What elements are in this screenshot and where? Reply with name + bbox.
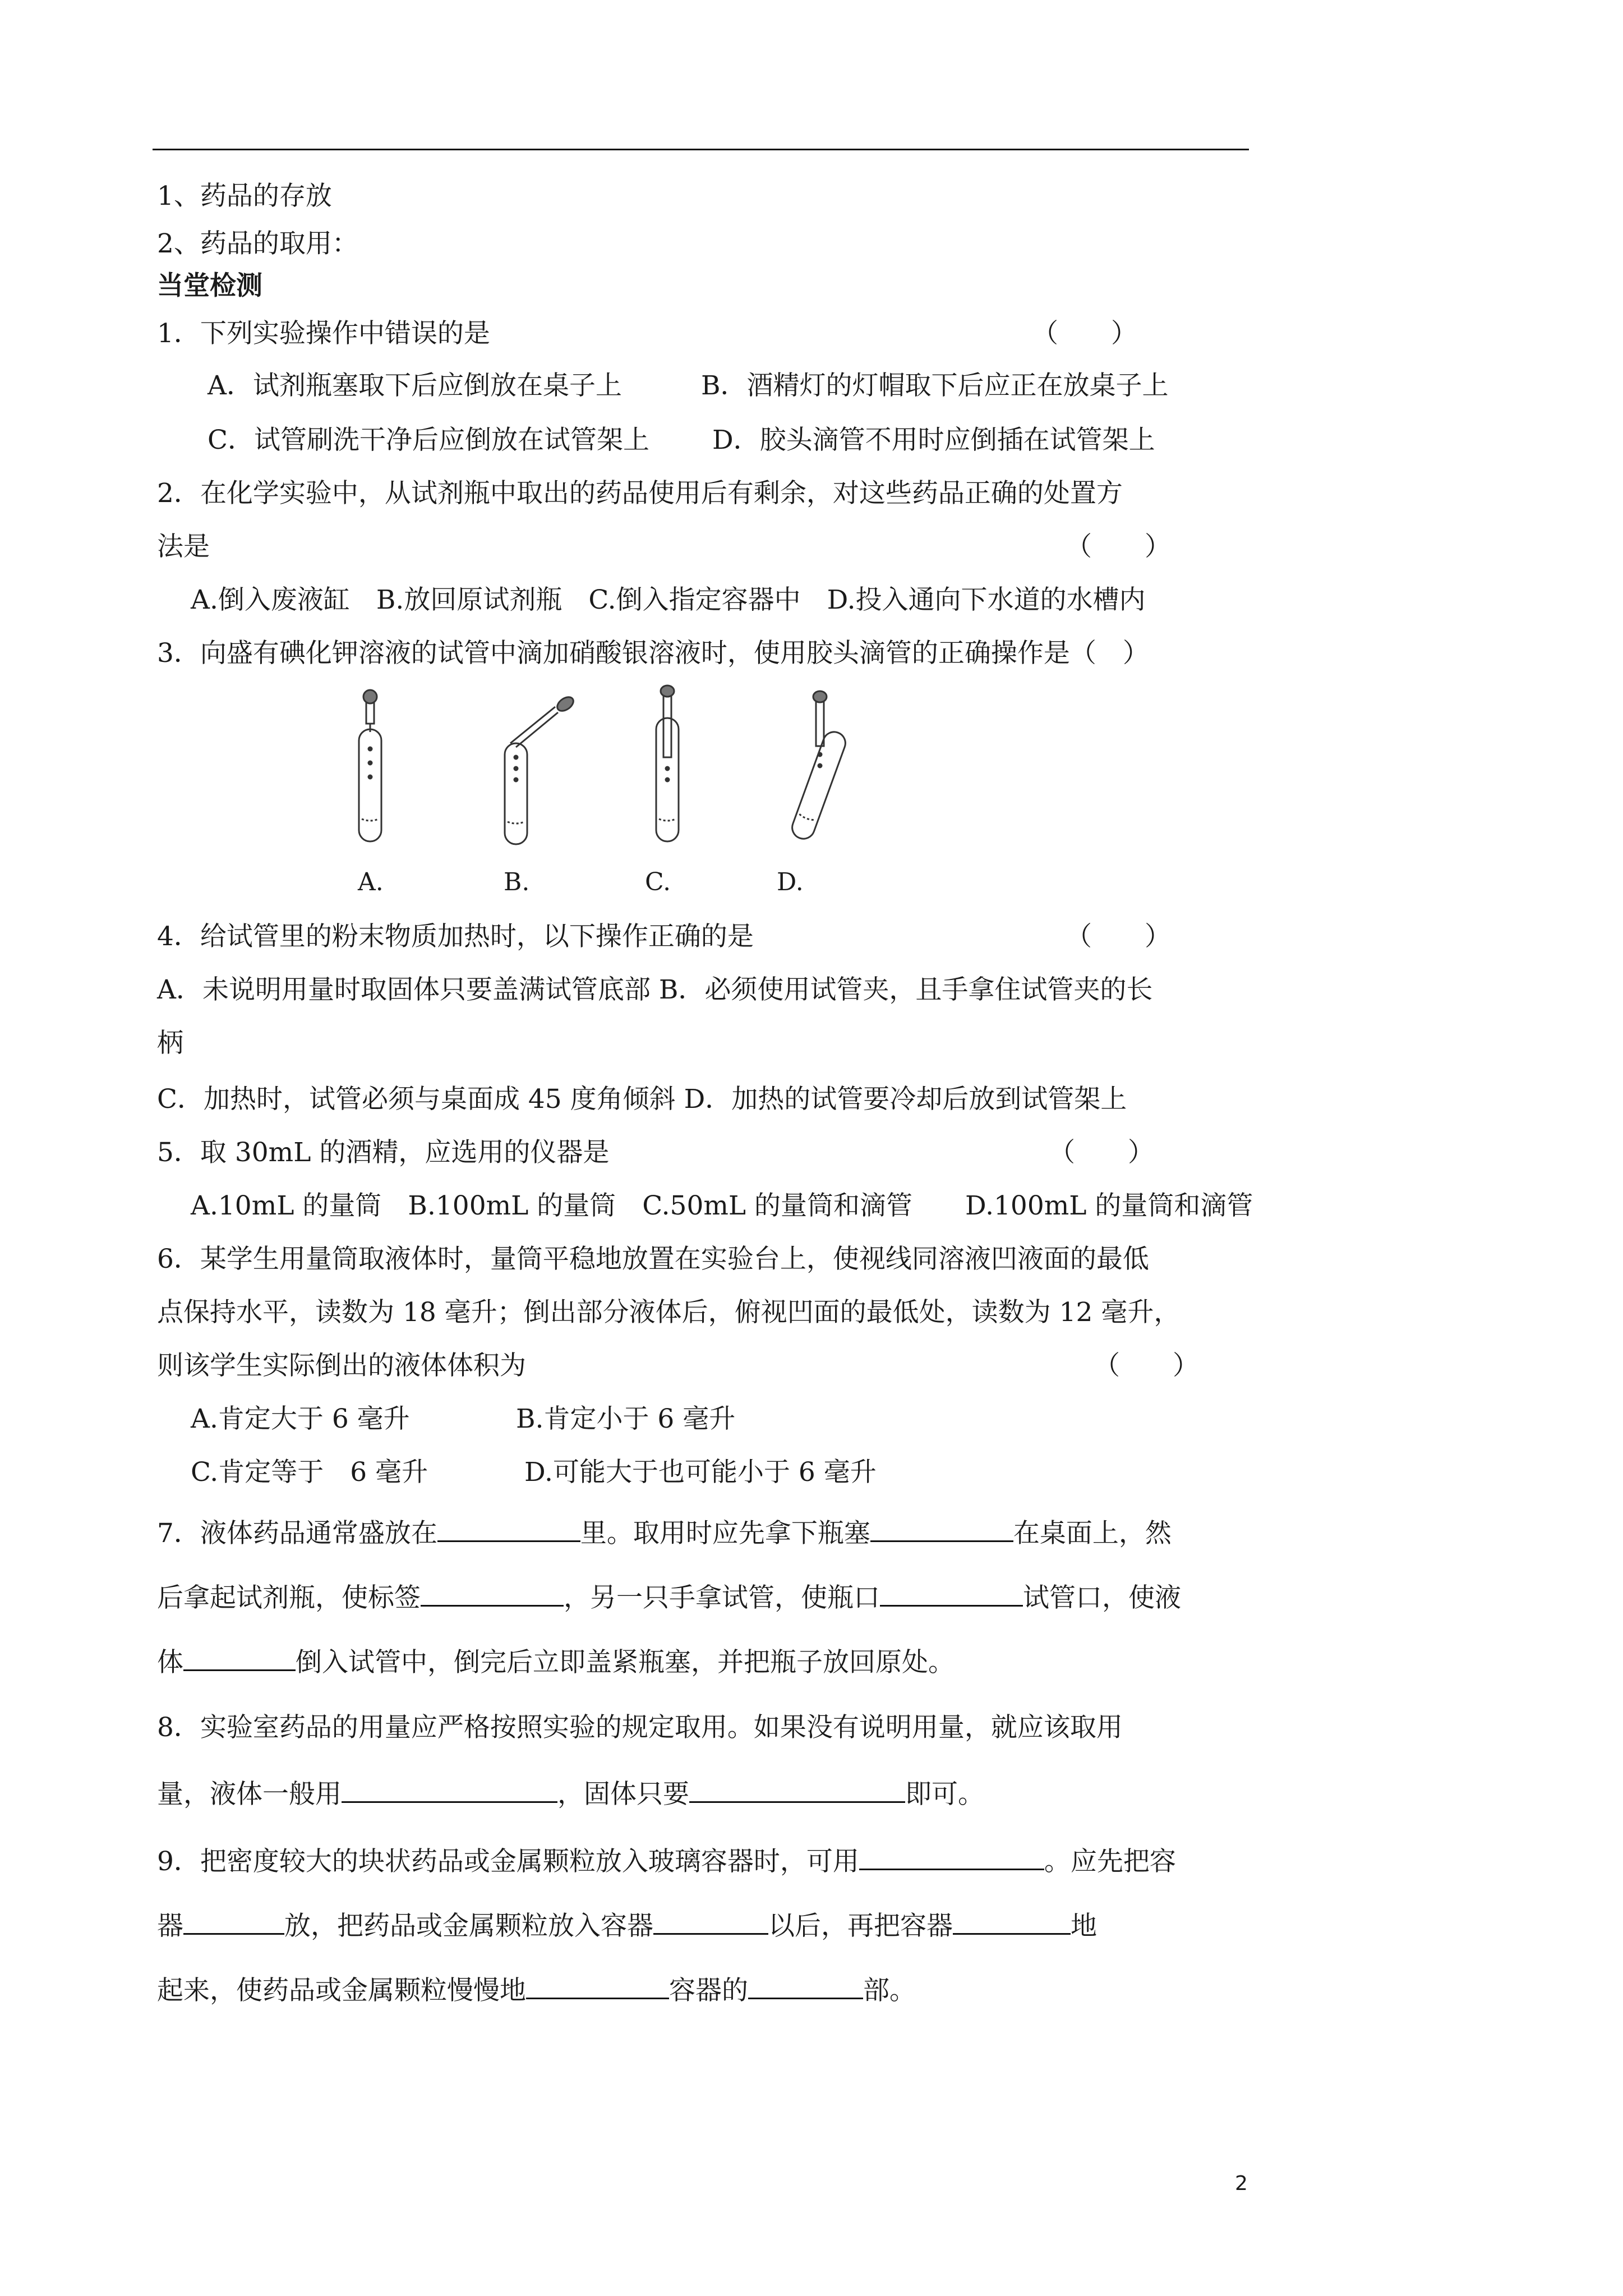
q7-text-2: 里。取用时应先拿下瓶塞 [580,1518,870,1549]
tube-a [359,690,381,841]
q3-label-d: D. [777,868,804,896]
q1-stem: 1．下列实验操作中错误的是 [157,318,490,349]
page-number: 2 [1235,2172,1248,2195]
q3-label-b: B. [504,868,530,896]
q7-text-5: ，另一只手拿试管，使瓶口 [564,1582,880,1613]
q9-blank-1[interactable] [859,1843,1044,1870]
q6-stem-line3: 则该学生实际倒出的液体体积为 [157,1350,526,1381]
q6-option-d: D.可能大于也可能小于 6 毫升 [524,1457,877,1488]
tube-d [789,691,849,842]
q4-answer-paren: （ ） [1066,921,1171,952]
q2-stem-line1: 2．在化学实验中，从试剂瓶中取出的药品使用后有剩余，对这些药品正确的处置方 [157,478,1123,509]
q3-label-c: C. [645,868,671,896]
q7-text-8: 倒入试管中，倒完后立即盖紧瓶塞，并把瓶子放回原处。 [296,1647,955,1678]
q9-line3 [157,1972,916,2008]
q1-option-a: A．试剂瓶塞取下后应倒放在桌子上 [208,370,622,401]
q9-text-2: 。应先把容 [1044,1846,1176,1877]
q2-stem-line2: 法是 [157,531,210,562]
section-item-1: 1、药品的存放 [157,181,332,211]
q1-option-d: D．胶头滴管不用时应倒插在试管架上 [712,425,1155,455]
q9-text-7: 起来，使药品或金属颗粒慢慢地 [157,1975,526,2006]
q1-answer-paren: （ ） [1032,318,1137,349]
q1-option-c: C．试管刷洗干净后应倒放在试管架上 [208,425,649,455]
q7-blank-2[interactable] [870,1515,1013,1542]
q7-text-6: 试管口，使液 [1023,1582,1181,1613]
q9-line1 [157,1843,1176,1879]
q3-stem: 3．向盛有碘化钾溶液的试管中滴加硝酸银溶液时，使用胶头滴管的正确操作是（ ） [157,638,1149,669]
q7-line2 [157,1579,1181,1615]
q9-blank-5[interactable] [526,1972,669,1999]
q8-blank-2[interactable] [689,1775,905,1803]
q6-answer-paren: （ ） [1094,1350,1199,1381]
q6-stem-line2: 点保持水平，读数为 18 毫升；倒出部分液体后，俯视凹面的最低处，读数为 12 毫升， [157,1297,1181,1328]
q4-stem: 4．给试管里的粉末物质加热时，以下操作正确的是 [157,921,754,952]
q7-blank-3[interactable] [421,1579,564,1607]
q8-blank-1[interactable] [342,1775,557,1803]
q7-text-4: 后拿起试剂瓶，使标签 [157,1582,421,1613]
q1-option-b: B．酒精灯的灯帽取下后应正在放桌子上 [701,370,1169,401]
q2-answer-paren: （ ） [1066,531,1171,562]
q9-blank-6[interactable] [748,1972,863,1999]
q7-text-3: 在桌面上，然 [1013,1518,1172,1549]
section-heading: 当堂检测 [157,270,262,301]
tube-c [656,685,679,841]
q9-blank-2[interactable] [183,1907,284,1935]
q5-stem: 5．取 30mL 的酒精，应选用的仪器是 [157,1137,610,1168]
tube-b [505,694,576,844]
q7-blank-1[interactable] [437,1515,580,1542]
q4-line3: 柄 [157,1028,183,1059]
q5-answer-paren: （ ） [1049,1137,1154,1168]
q6-stem-line1: 6．某学生用量筒取液体时，量筒平稳地放置在实验台上，使视线同溶液凹液面的最低 [157,1244,1149,1274]
q9-text-1: 9．把密度较大的块状药品或金属颗粒放入玻璃容器时，可用 [157,1846,859,1877]
section-item-2: 2、药品的取用： [157,228,358,259]
q7-blank-4[interactable] [880,1579,1023,1607]
q6-option-a: A.肯定大于 6 毫升 [191,1404,410,1434]
q9-text-9: 部。 [863,1975,916,2006]
q9-blank-3[interactable] [653,1907,768,1935]
q8-text-3: ，固体只要 [557,1779,689,1810]
q7-line1 [157,1515,1172,1550]
q9-text-5: 以后，再把容器 [768,1911,953,1941]
q9-text-4: 放，把药品或金属颗粒放入容器 [284,1911,653,1941]
q3-label-a: A. [358,868,384,896]
q7-text-1: 7．液体药品通常盛放在 [157,1518,437,1549]
q9-text-8: 容器的 [669,1975,748,2006]
q2-options: A.倒入废液缸 B.放回原试剂瓶 C.倒入指定容器中 D.投入通向下水道的水槽内 [191,585,1146,615]
q6-option-c: C.肯定等于 6 毫升 [191,1457,428,1488]
q9-line2 [157,1907,1097,1943]
q8-line2 [157,1775,984,1811]
q8-text-2: 量，液体一般用 [157,1779,342,1810]
q3-dropper-figure [336,684,897,886]
q4-line4: C．加热时，试管必须与桌面成 45 度角倾斜 D．加热的试管要冷却后放到试管架上 [157,1084,1127,1115]
q9-text-3: 器 [157,1911,183,1941]
q5-options: A.10mL 的量筒 B.100mL 的量筒 C.50mL 的量筒和滴管 D.100mL 的量筒和滴管 [191,1190,1253,1221]
q4-line2: A．未说明用量时取固体只要盖满试管底部 B．必须使用试管夹，且手拿住试管夹的长 [157,974,1153,1005]
q7-line3 [157,1644,955,1680]
q9-text-6: 地 [1071,1911,1097,1941]
q9-blank-4[interactable] [953,1907,1071,1935]
header-rule [153,149,1249,150]
q8-line1: 8．实验室药品的用量应严格按照实验的规定取用。如果没有说明用量，就应该取用 [157,1712,1123,1743]
q6-option-b: B.肯定小于 6 毫升 [516,1404,736,1434]
q8-text-4: 即可。 [905,1779,984,1810]
q7-text-7: 体 [157,1647,183,1678]
q7-blank-5[interactable] [183,1644,296,1671]
